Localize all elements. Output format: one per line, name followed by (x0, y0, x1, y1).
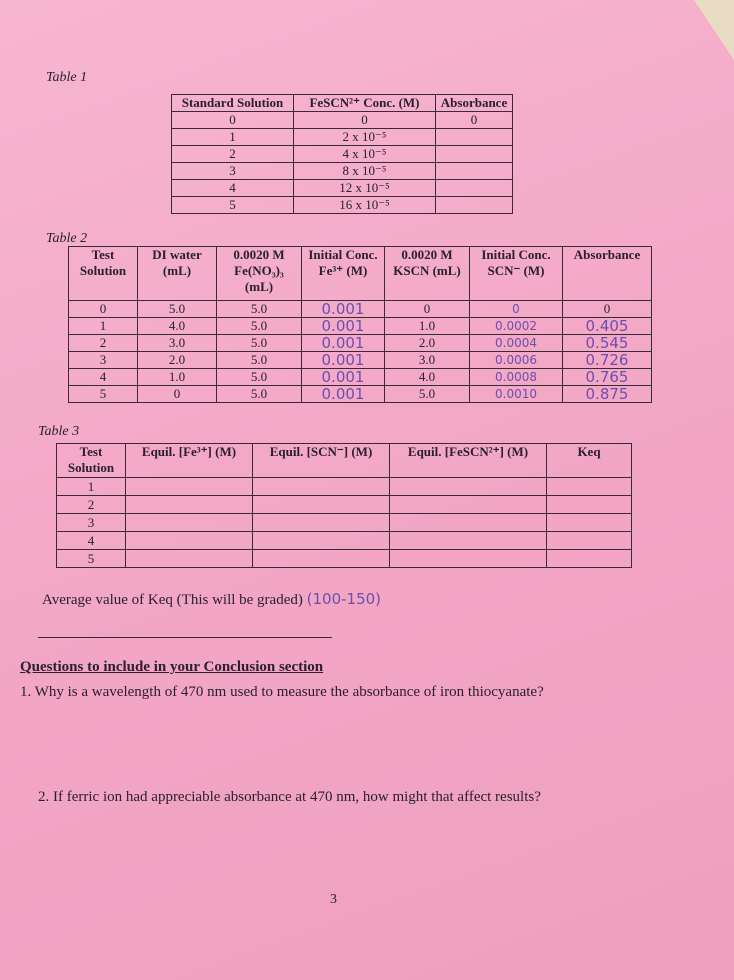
table2-header-row (69, 247, 652, 301)
table2-handwritten-cell: 0.545 (563, 335, 652, 352)
table3-empty-cell (253, 514, 390, 532)
table3-empty-cell (547, 478, 632, 496)
table2-cell: 0 (385, 301, 470, 318)
table1-cell: 2 x 10⁻⁵ (294, 129, 436, 146)
table2-handwritten-cell: 0 (470, 301, 563, 318)
table3-empty-cell (547, 550, 632, 568)
table2-handwritten-cell: 0.001 (302, 352, 385, 369)
question-1: 1. Why is a wavelength of 470 nm used to measure the absorbance of iron thiocyanate? (20, 684, 544, 700)
table3-empty-cell (126, 550, 253, 568)
table3-empty-cell (547, 532, 632, 550)
table-row (57, 532, 632, 550)
table1-cell: 0 (294, 112, 436, 129)
table2-cell: 3.0 (385, 352, 470, 369)
table3-empty-cell (253, 532, 390, 550)
table1-cell (436, 129, 513, 146)
table-row (172, 180, 513, 197)
table1-cell: 1 (172, 129, 294, 146)
table2-cell: 0 (563, 301, 652, 318)
table2-handwritten-cell: 0.001 (302, 386, 385, 403)
table-row (69, 335, 652, 352)
table2-handwritten-cell: 0.0006 (470, 352, 563, 369)
table2-cell: 3 (69, 352, 138, 369)
table1-cell: 2 (172, 146, 294, 163)
table3-empty-cell (390, 532, 547, 550)
questions-heading: Questions to include in your Conclusion section (20, 659, 324, 675)
table2-cell: 2 (69, 335, 138, 352)
table1-cell: 8 x 10⁻⁵ (294, 163, 436, 180)
table1-cell: 4 (172, 180, 294, 197)
table3-empty-cell (390, 478, 547, 496)
table-row (57, 514, 632, 532)
table3-header: Equil. [Fe³⁺] (M) (126, 444, 253, 478)
table-row (69, 369, 652, 386)
table-row (57, 478, 632, 496)
table2-cell: 4 (69, 369, 138, 386)
table3-empty-cell (253, 478, 390, 496)
table2-cell: 5.0 (217, 352, 302, 369)
table3-cell: 2 (57, 496, 126, 514)
table2-header: 0.0020 M Fe(NO₃)₃ (mL) (217, 247, 302, 301)
table1-cell: 4 x 10⁻⁵ (294, 146, 436, 163)
table2-header: DI water (mL) (138, 247, 217, 301)
table3-cell: 5 (57, 550, 126, 568)
table2-header: Initial Conc. Fe³⁺ (M) (302, 247, 385, 301)
table3 (56, 443, 632, 568)
table1-cell (436, 163, 513, 180)
table2-label: Table 2 (46, 231, 88, 246)
table3-header: Equil. [SCN⁻] (M) (253, 444, 390, 478)
table-row (57, 496, 632, 514)
table2 (68, 246, 652, 403)
table2-handwritten-cell: 0.765 (563, 369, 652, 386)
table2-cell: 5.0 (217, 318, 302, 335)
average-keq-line (42, 590, 381, 609)
table3-empty-cell (390, 550, 547, 568)
table2-handwritten-cell: 0.001 (302, 335, 385, 352)
answer-line (38, 637, 332, 638)
table2-cell: 5.0 (217, 386, 302, 403)
table2-cell: 3.0 (138, 335, 217, 352)
table2-cell: 0 (138, 386, 217, 403)
table3-header: Test Solution (57, 444, 126, 478)
background-corner (694, 0, 734, 60)
table3-cell: 4 (57, 532, 126, 550)
table-row (69, 352, 652, 369)
table3-empty-cell (390, 496, 547, 514)
table2-cell: 1.0 (385, 318, 470, 335)
table1 (171, 94, 513, 214)
page-number: 3 (330, 892, 337, 907)
table-row (172, 197, 513, 214)
table2-handwritten-cell: 0.0004 (470, 335, 563, 352)
table1-cell: 0 (436, 112, 513, 129)
table2-header: Test Solution (69, 247, 138, 301)
table1-cell (436, 180, 513, 197)
table3-cell: 1 (57, 478, 126, 496)
table3-cell: 3 (57, 514, 126, 532)
question-2: 2. If ferric ion had appreciable absorbance at 470 nm, how might that affect results? (38, 789, 541, 805)
table3-header: Equil. [FeSCN²⁺] (M) (390, 444, 547, 478)
table2-handwritten-cell: 0.0002 (470, 318, 563, 335)
table1-cell: 16 x 10⁻⁵ (294, 197, 436, 214)
table2-cell: 5.0 (138, 301, 217, 318)
table1-header: FeSCN²⁺ Conc. (M) (294, 95, 436, 112)
table3-empty-cell (253, 496, 390, 514)
table-row (172, 129, 513, 146)
table2-cell: 4.0 (138, 318, 217, 335)
table2-handwritten-cell: 0.001 (302, 369, 385, 386)
table3-empty-cell (126, 532, 253, 550)
table3-empty-cell (253, 550, 390, 568)
table1-header: Absorbance (436, 95, 513, 112)
table1-cell: 12 x 10⁻⁵ (294, 180, 436, 197)
table2-handwritten-cell: 0.726 (563, 352, 652, 369)
table2-cell: 5 (69, 386, 138, 403)
table3-empty-cell (126, 496, 253, 514)
table2-cell: 5.0 (385, 386, 470, 403)
table1-cell: 0 (172, 112, 294, 129)
table1-cell (436, 197, 513, 214)
table2-handwritten-cell: 0.0010 (470, 386, 563, 403)
table2-cell: 5.0 (217, 301, 302, 318)
table3-empty-cell (126, 514, 253, 532)
table2-cell: 2.0 (138, 352, 217, 369)
table2-cell: 0 (69, 301, 138, 318)
table-row (69, 301, 652, 318)
average-keq-text: Average value of Keq (This will be graded) (42, 592, 303, 608)
table1-label: Table 1 (46, 70, 88, 85)
table1-cell: 3 (172, 163, 294, 180)
table2-header: Initial Conc. SCN⁻ (M) (470, 247, 563, 301)
table2-cell: 4.0 (385, 369, 470, 386)
table-row (172, 112, 513, 129)
table2-cell: 5.0 (217, 335, 302, 352)
table3-header: Keq (547, 444, 632, 478)
table2-handwritten-cell: 0.001 (302, 318, 385, 335)
table2-handwritten-cell: 0.875 (563, 386, 652, 403)
table3-header-row (57, 444, 632, 478)
table2-cell: 1.0 (138, 369, 217, 386)
table3-empty-cell (390, 514, 547, 532)
table2-cell: 1 (69, 318, 138, 335)
table3-label: Table 3 (38, 424, 80, 439)
table3-empty-cell (547, 496, 632, 514)
table2-handwritten-cell: 0.001 (302, 301, 385, 318)
table1-header-row (172, 95, 513, 112)
table-row (57, 550, 632, 568)
table3-empty-cell (126, 478, 253, 496)
table-row (69, 318, 652, 335)
table2-cell: 2.0 (385, 335, 470, 352)
table2-handwritten-cell: 0.0008 (470, 369, 563, 386)
table3-empty-cell (547, 514, 632, 532)
table2-header: Absorbance (563, 247, 652, 301)
table1-cell: 5 (172, 197, 294, 214)
table2-header: 0.0020 M KSCN (mL) (385, 247, 470, 301)
table1-header: Standard Solution (172, 95, 294, 112)
table2-cell: 5.0 (217, 369, 302, 386)
table-row (69, 386, 652, 403)
table-row (172, 146, 513, 163)
average-keq-handwritten: (100-150) (306, 590, 382, 608)
table1-cell (436, 146, 513, 163)
table-row (172, 163, 513, 180)
table2-handwritten-cell: 0.405 (563, 318, 652, 335)
